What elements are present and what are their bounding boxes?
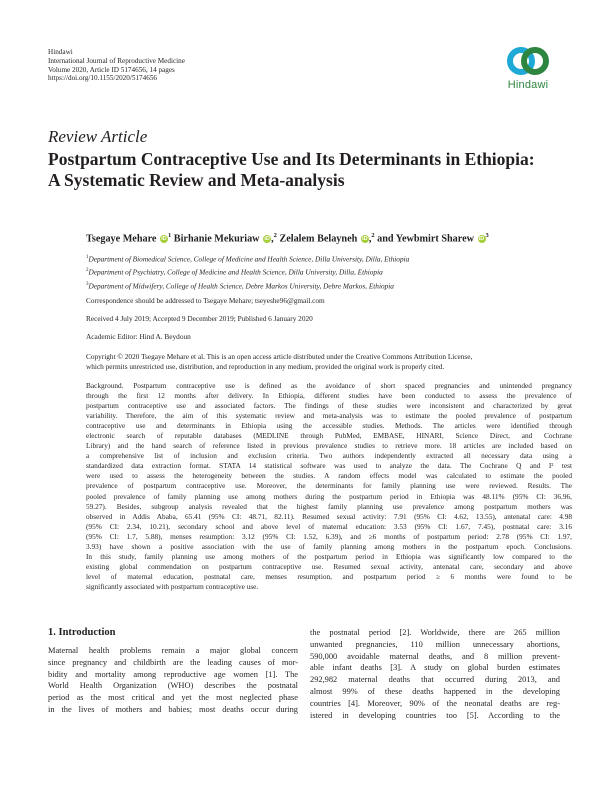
- author-name[interactable]: Tsegaye Mehare: [86, 233, 157, 245]
- abstract-line: contraceptive use and determinants in Ethiopia using the accessible studies. Methods. The articles were identified through: [86, 421, 572, 431]
- copyright-line: which permits unrestricted use, distribution, and reproduction in any medium, provided the original work is properly cited.: [86, 362, 445, 372]
- author-affiliation-number: 2: [273, 232, 277, 239]
- affiliation-number: 2: [86, 268, 89, 274]
- abstract-line: prevalence of postpartum contraceptive use. Moreover, the determinants for family planning use were reviewed. Results. The: [86, 481, 572, 491]
- orcid-icon[interactable]: iD: [362, 236, 368, 243]
- abstract-line: 3.93) have shown a positive association with the use of family planning among mothers in the postpartum epoch. Conclusions.: [86, 541, 572, 551]
- author-conjunction: and: [377, 233, 394, 245]
- paragraph-line: Maternal health problems remain a major global concern: [48, 646, 298, 655]
- abstract-line: through the first 12 months after delivery. In Ethiopia, different studies have been conducted to assess the prevalence of: [86, 391, 572, 401]
- author-name[interactable]: Birhanie Mekuriaw: [173, 233, 260, 245]
- paragraph-line: 292,982 maternal deaths that occurred during 2013, and: [310, 675, 560, 685]
- doi-link[interactable]: https://doi.org/10.1155/2020/5174656: [48, 74, 158, 83]
- abstract: [86, 381, 572, 592]
- author-affiliation-number: 1: [168, 232, 172, 239]
- affiliation-item: [86, 265, 409, 278]
- affiliation-item: [86, 279, 409, 292]
- affiliations: [86, 252, 409, 292]
- section-heading-introduction: 1. Introduction: [48, 627, 116, 638]
- abstract-line: a comprehensive list of inclusion and exclusion criteria. Two authors independently extracted all necessary data using a: [86, 451, 572, 461]
- paragraph-line: almost 99% of these deaths happened in the developing: [310, 686, 560, 696]
- abstract-line: were used to assess the heterogeneity between the studies. A random effects model was calculated to estimate the pooled: [86, 471, 572, 481]
- author-list: Tsegaye Mehare $iD^1$ Birhanie Mekuriaw iD,$^2$ Zelalem Belayneh iD,$^2$ and Yewbmirt Sharew $iD^3$: [86, 232, 489, 245]
- intro-left-column: [48, 645, 298, 716]
- affiliation-item: [86, 252, 409, 265]
- abstract-line: pooled prevalence of family planning use among mothers during the postpartum period in Ethiopia was 48.11% (95% CI: 36.96,: [86, 491, 572, 501]
- paragraph-line: period as the most critical and yet the most neglected phase: [48, 693, 298, 703]
- affiliation-number: 1: [86, 255, 89, 260]
- abstract-line: level of maternal education, postnatal care, menses resumption, and postpartum period ≥ 6 months were found to be: [86, 571, 572, 581]
- abstract-line: significantly associated with postpartum contraceptive use.: [86, 581, 259, 591]
- abstract-line: Library) and the hand search of reference listed in previous prevalence studies to retrieve more. 18 articles are included based on: [86, 441, 572, 451]
- intro-right-column: [310, 627, 560, 721]
- copyright-notice: [86, 352, 572, 372]
- author-affiliation-number: 2: [371, 232, 375, 239]
- paragraph-line: able infant deaths [3]. A study on global burden estimates: [310, 663, 560, 673]
- journal-header: [48, 48, 185, 83]
- paragraph-line: the postnatal period [2]. Worldwide, there are 265 million: [310, 628, 560, 637]
- affiliation-text: Department of Midwifery, College of Health Science, Debre Markos University, Debre Markos, Ethiopia: [88, 281, 394, 291]
- author-name[interactable]: Yewbmirt Sharew: [395, 233, 474, 245]
- affiliation-text: Department of Psychiatry, College of Medicine and Health Science, Dilla University, Dilla, Ethiopia: [88, 267, 383, 277]
- abstract-line: electronic search of reputable databases (MEDLINE through PubMed, EMBASE, HINARI, Science Direct, and Cochrane: [86, 431, 572, 441]
- paragraph-line: in the lives of mothers and babies; most deaths occur during: [48, 704, 298, 714]
- paragraph-line: World Health Organization (WHO) describes the postnatal: [48, 681, 298, 691]
- volume-info: Volume 2020, Article ID 5174656, 14 pages: [48, 65, 175, 74]
- hindawi-logo-icon: [506, 44, 550, 78]
- paragraph-line: 590,000 avoidable maternal deaths, and 8 million prevent-: [310, 651, 560, 661]
- academic-editor: Academic Editor: Hind A. Beydoun: [86, 332, 191, 341]
- abstract-line: postpartum contraceptive use and associated factors. The findings of these studies were inconsistent and characterized by great: [86, 401, 572, 411]
- orcid-icon[interactable]: iD: [478, 236, 485, 243]
- affiliation-number: 3: [86, 281, 89, 287]
- author-affiliation-number: 3: [485, 232, 489, 239]
- abstract-line: observed in Addis Ababa, 65.41 (95% CI: 48.71, 82.11). Resumed sexual activity: 7.91 (95% CI: 4.62, 13.55), antenatal care: 4.98: [86, 511, 572, 521]
- title-line: Postpartum Contraceptive Use and Its Determinants in Ethiopia:: [48, 149, 535, 169]
- article-type: Review Article: [48, 127, 148, 146]
- affiliation-text: Department of Biomedical Science, College of Medicine and Health Science, Dilla University, Dilla, Ethiopia: [88, 254, 410, 264]
- abstract-line: Background. Postpartum contraceptive use is defined as the avoidance of short spaced pregnancies and unintended pregnancy: [86, 381, 572, 390]
- abstract-line: (95% CI: 2.34, 10.21), secondary school and above level of maternal education: 3.53 (95% CI: 1.67, 7.45), postnatal care: 3.16: [86, 521, 572, 531]
- publisher-name: Hindawi: [48, 48, 73, 56]
- abstract-line: In this study, family planning use among mothers of the postpartum period in Ethiopia was significantly low compared to the: [86, 551, 572, 561]
- logo-wordmark: Hindawi: [507, 79, 549, 91]
- paragraph-line: countries [4]. Moreover, 90% of the neonatal deaths are reg-: [310, 698, 560, 708]
- paragraph-line: since pregnancy and childbirth are the leading causes of mor-: [48, 657, 298, 667]
- journal-name: International Journal of Reproductive Medicine: [48, 56, 185, 65]
- author-name[interactable]: Zelalem Belayneh: [279, 233, 358, 245]
- article-dates: Received 4 July 2019; Accepted 9 December 2019; Published 6 January 2020: [86, 314, 313, 323]
- hindawi-logo: [497, 44, 559, 91]
- paragraph-line: unwanted pregnancies, 110 million unnecessary abortions,: [310, 639, 560, 649]
- abstract-line: standardized data extraction format. STATA 14 statistical software was used to analyze the data. The Cochrane Q and I² test: [86, 461, 572, 471]
- article-title: [48, 149, 568, 191]
- abstract-line: existing global commendation on postpartum contraceptive use. Resumed sexual activity, antenatal care, secondary and above: [86, 561, 572, 571]
- abstract-line: variability. Therefore, the aim of this systematic review and meta-analysis was to estimate the pooled prevalence of postpartum: [86, 411, 572, 421]
- correspondence-line: Correspondence should be addressed to Tsegaye Mehare; tseyeshe96@gmail.com: [86, 296, 325, 305]
- abstract-line: (95% CI: 1.7, 5.88), menses resumption: 3.12 (95% CI: 1.52, 6.39), and ≥6 months of postpartum period: 2.78 (95% CI: 1.97,: [86, 531, 572, 541]
- paragraph-line: istered in developing countries too [5]. According to the: [310, 710, 560, 720]
- orcid-icon[interactable]: iD: [161, 236, 167, 243]
- abstract-line: 59.27). Besides, subgroup analysis revealed that the highest family planning use prevalence among postpartum mothers was: [86, 501, 572, 511]
- orcid-icon[interactable]: iD: [264, 236, 270, 243]
- paragraph-line: bidity and mortality among reproductive age women [1]. The: [48, 669, 298, 679]
- copyright-line: Copyright © 2020 Tsegaye Mehare et al. This is an open access article distributed under the Creative Commons Attribution License,: [86, 352, 473, 361]
- title-line: A Systematic Review and Meta-analysis: [48, 170, 345, 190]
